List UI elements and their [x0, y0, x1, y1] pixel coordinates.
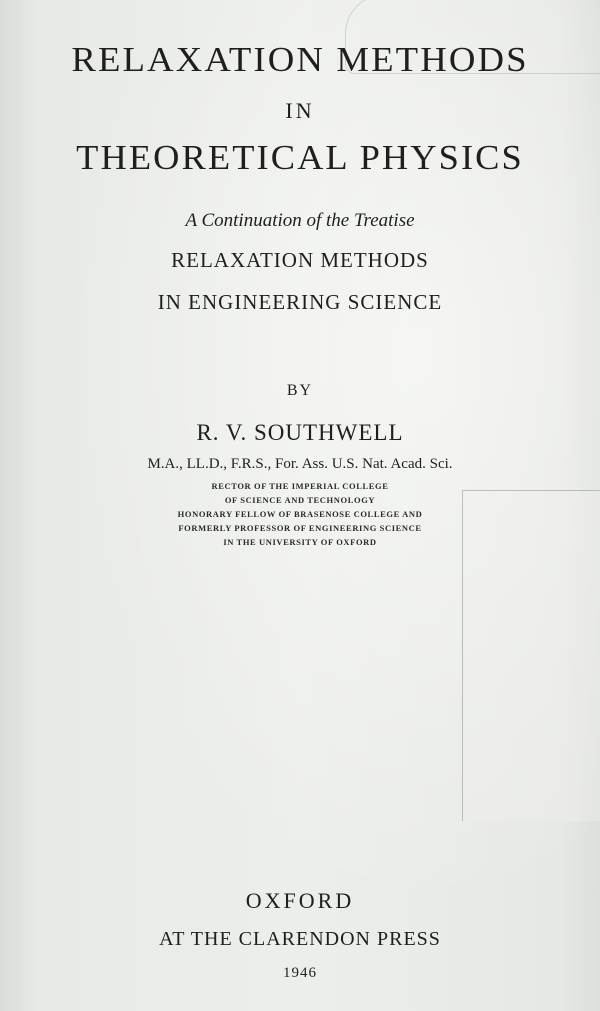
- subtitle-line-2: IN ENGINEERING SCIENCE: [157, 290, 443, 314]
- subtitle-line-1: RELAXATION METHODS: [171, 248, 429, 272]
- imprint-place: OXFORD: [245, 888, 355, 913]
- title-line-1: RELAXATION METHODS: [71, 40, 529, 79]
- by-label: BY: [286, 382, 314, 399]
- author-role-1: RECTOR OF THE IMPERIAL COLLEGE: [211, 481, 389, 491]
- imprint-year: 1946: [283, 965, 317, 981]
- subtitle-italic: A Continuation of the Treatise: [185, 210, 415, 231]
- author-role-3: HONORARY FELLOW OF BRASENOSE COLLEGE AND: [177, 509, 423, 519]
- author-degrees: M.A., LL.D., F.R.S., For. Ass. U.S. Nat. Acad. Sci.: [147, 456, 453, 472]
- author-role-4: FORMERLY PROFESSOR OF ENGINEERING SCIENCE: [178, 523, 422, 533]
- title-line-3: THEORETICAL PHYSICS: [76, 138, 524, 177]
- author-role-2: OF SCIENCE AND TECHNOLOGY: [224, 495, 376, 505]
- title-line-2: IN: [285, 98, 315, 123]
- author-role-5: IN THE UNIVERSITY OF OXFORD: [223, 537, 377, 547]
- imprint-publisher: AT THE CLARENDON PRESS: [159, 928, 441, 950]
- author-name: R. V. SOUTHWELL: [196, 420, 404, 445]
